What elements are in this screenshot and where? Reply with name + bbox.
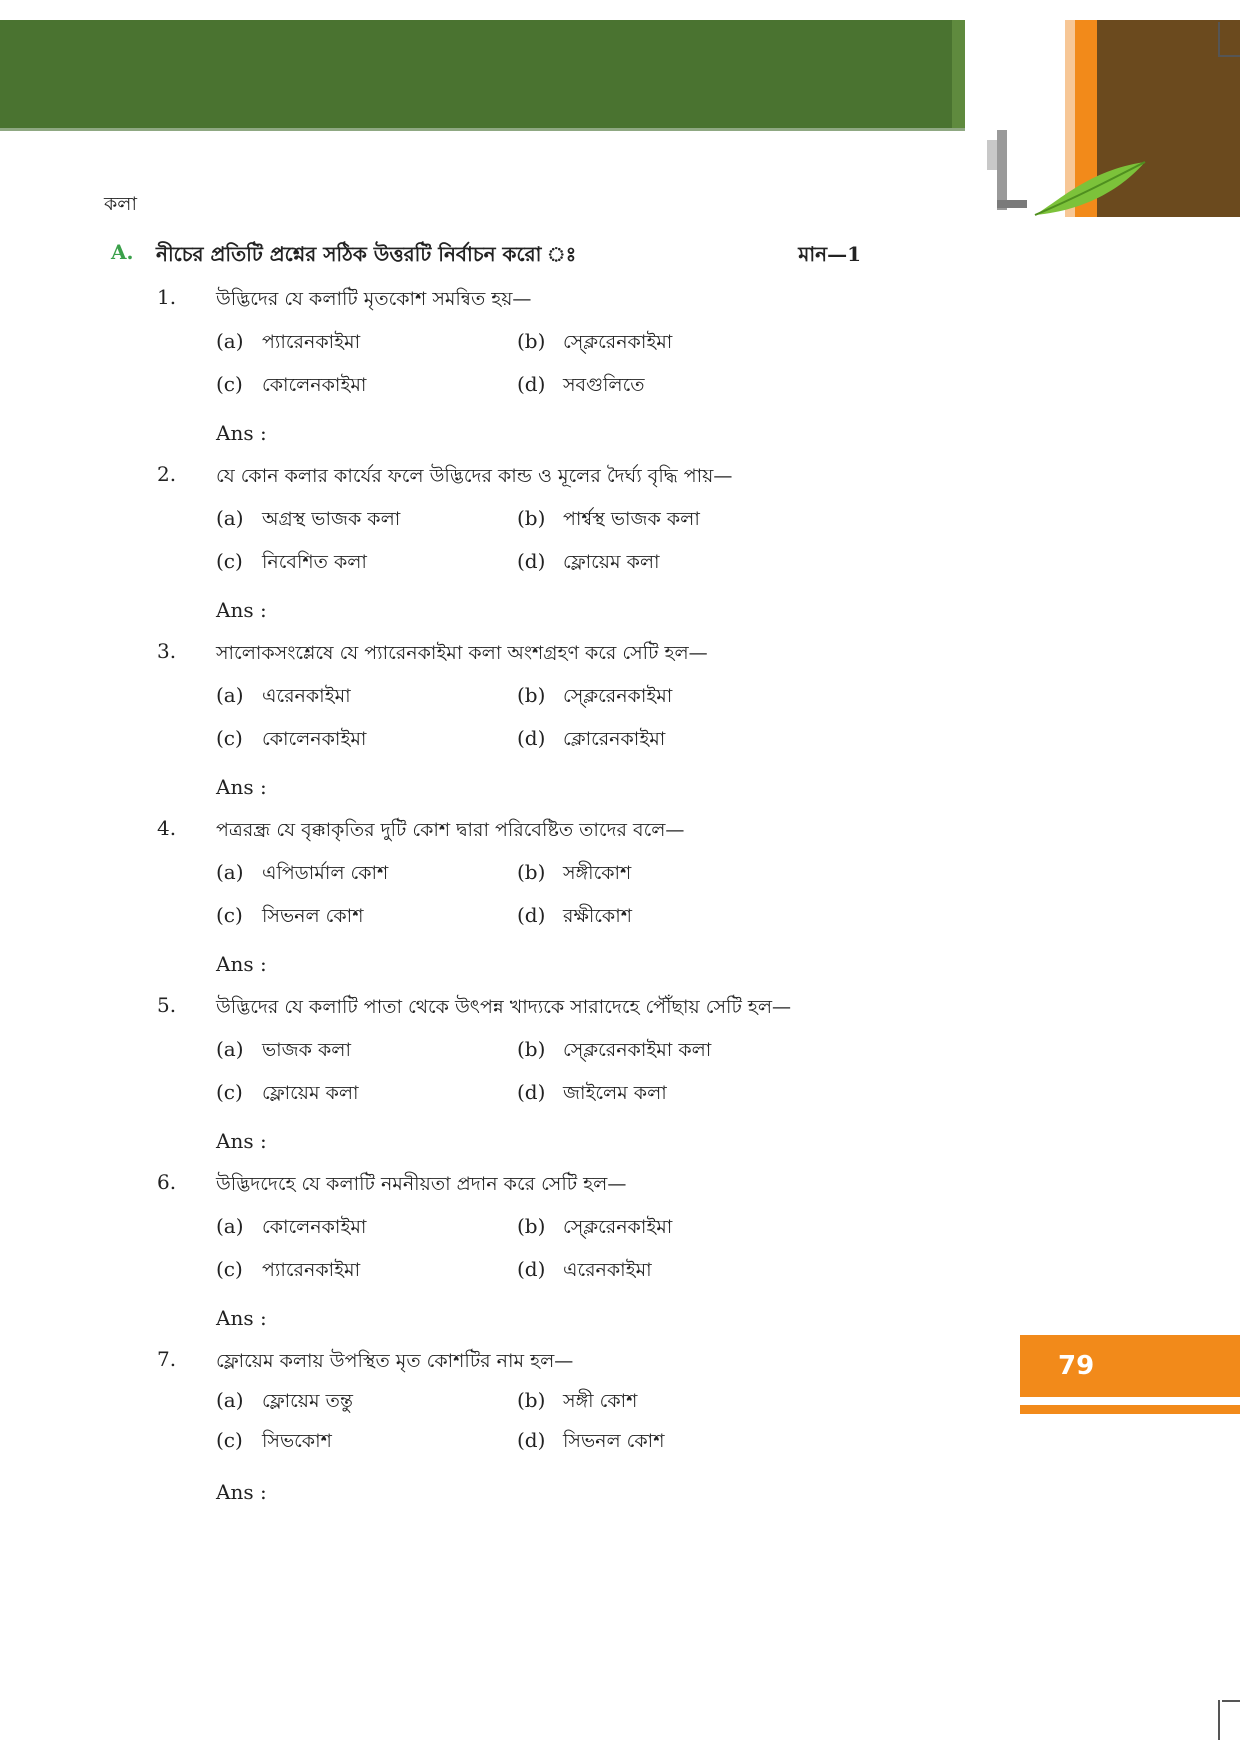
option-label: (b) xyxy=(517,683,546,707)
option-label: (a) xyxy=(216,506,244,530)
header-green-bar xyxy=(0,20,965,130)
question-1 xyxy=(0,285,1240,461)
option-a xyxy=(216,1213,366,1245)
option-text: সঙ্গী কোশ xyxy=(563,1390,638,1412)
question-number: 5. xyxy=(157,993,177,1017)
option-label: (a) xyxy=(216,683,244,707)
option-c xyxy=(216,1079,359,1111)
question-number: 3. xyxy=(157,639,177,663)
option-c xyxy=(216,548,367,580)
option-text: সিভনল কোশ xyxy=(262,905,364,927)
answer-label: Ans : xyxy=(216,421,267,445)
section-title: নীচের প্রতিটি প্রশ্নের সঠিক উত্তরটি নির্বাচন করো ঃ xyxy=(156,242,577,266)
option-d xyxy=(517,902,632,934)
option-d xyxy=(517,725,665,757)
option-label: (b) xyxy=(517,1388,546,1412)
question-2 xyxy=(0,462,1240,638)
question-text: সালোকসংশ্লেষে যে প্যারেনকাইমা কলা অংশগ্রহণ করে সেটি হল— xyxy=(216,642,708,664)
page-number: 79 xyxy=(1058,1351,1095,1381)
option-b xyxy=(517,1387,637,1419)
option-b xyxy=(517,682,672,714)
option-label: (c) xyxy=(216,372,243,396)
option-c xyxy=(216,1427,332,1459)
option-text: জাইলেম কলা xyxy=(563,1082,667,1104)
option-label: (b) xyxy=(517,860,546,884)
option-text: স্ক্লেরেনকাইমা কলা xyxy=(563,1039,712,1061)
option-text: রক্ষীকোশ xyxy=(563,905,632,927)
question-number: 2. xyxy=(157,462,177,486)
page-number-tab xyxy=(1020,1335,1240,1397)
crop-mark-top-h xyxy=(1218,55,1240,57)
option-c xyxy=(216,371,366,403)
option-a xyxy=(216,328,360,360)
option-text: সঙ্গীকোশ xyxy=(563,862,632,884)
section-marks: মান—1 xyxy=(798,242,861,266)
option-label: (c) xyxy=(216,1257,243,1281)
option-text: সিভনল কোশ xyxy=(563,1430,665,1452)
answer-label: Ans : xyxy=(216,1129,267,1153)
option-text: প্যারেনকাইমা xyxy=(262,1259,361,1281)
option-label: (d) xyxy=(517,1428,546,1452)
header-green-bar-edge xyxy=(952,20,965,130)
option-c xyxy=(216,725,366,757)
option-label: (d) xyxy=(517,1257,546,1281)
option-label: (a) xyxy=(216,1388,244,1412)
header-bar-shadow xyxy=(0,128,965,131)
option-text: পার্শ্বস্থ ভাজক কলা xyxy=(563,508,700,530)
option-a xyxy=(216,505,400,537)
question-text: পত্ররন্ধ্র যে বৃক্কাকৃতির দুটি কোশ দ্বারা পরিবেষ্টিত তাদের বলে— xyxy=(216,819,685,841)
option-text: এরেনকাইমা xyxy=(262,685,351,707)
option-text: ভাজক কলা xyxy=(262,1039,351,1061)
option-label: (c) xyxy=(216,549,243,573)
option-d xyxy=(517,1256,652,1288)
option-label: (d) xyxy=(517,903,546,927)
question-text: উদ্ভিদের যে কলাটি মৃতকোশ সমন্বিত হয়— xyxy=(216,288,532,310)
option-label: (c) xyxy=(216,726,243,750)
option-text: স্ক্লেরেনকাইমা xyxy=(563,685,673,707)
answer-label: Ans : xyxy=(216,598,267,622)
option-label: (a) xyxy=(216,860,244,884)
option-label: (d) xyxy=(517,372,546,396)
question-5 xyxy=(0,993,1240,1169)
leaf-icon xyxy=(1030,160,1150,220)
option-text: ফ্লোয়েম কলা xyxy=(262,1082,359,1104)
crop-mark-top xyxy=(1218,22,1220,56)
answer-label: Ans : xyxy=(216,775,267,799)
answer-label: Ans : xyxy=(216,952,267,976)
option-label: (b) xyxy=(517,329,546,353)
question-text: যে কোন কলার কার্যের ফলে উদ্ভিদের কান্ড ও মূলের দৈর্ঘ্য বৃদ্ধি পায়— xyxy=(216,465,733,487)
option-label: (b) xyxy=(517,506,546,530)
option-text: অগ্রস্থ ভাজক কলা xyxy=(262,508,401,530)
corner-decoration-rod xyxy=(975,130,1035,220)
option-text: ফ্লোয়েম কলা xyxy=(563,551,660,573)
option-d xyxy=(517,1079,667,1111)
option-text: নিবেশিত কলা xyxy=(262,551,367,573)
option-a xyxy=(216,682,351,714)
option-label: (a) xyxy=(216,1037,244,1061)
option-label: (d) xyxy=(517,549,546,573)
option-label: (c) xyxy=(216,1428,243,1452)
option-c xyxy=(216,1256,360,1288)
question-number: 1. xyxy=(157,285,177,309)
question-number: 4. xyxy=(157,816,177,840)
question-number: 7. xyxy=(157,1347,177,1371)
option-text: এরেনকাইমা xyxy=(563,1259,652,1281)
page-number-underline xyxy=(1020,1405,1240,1414)
option-a xyxy=(216,1036,351,1068)
option-d xyxy=(517,371,644,403)
option-text: সবগুলিতে xyxy=(563,374,645,396)
option-label: (c) xyxy=(216,903,243,927)
option-a xyxy=(216,1387,353,1419)
question-text: ফ্লোয়েম কলায় উপস্থিত মৃত কোশটির নাম হল— xyxy=(216,1350,574,1372)
option-label: (d) xyxy=(517,726,546,750)
option-text: স্ক্লেরেনকাইমা xyxy=(563,1216,673,1238)
question-text: উদ্ভিদদেহে যে কলাটি নমনীয়তা প্রদান করে সেটি হল— xyxy=(216,1173,627,1195)
option-text: কোলেনকাইমা xyxy=(262,728,367,750)
option-label: (b) xyxy=(517,1214,546,1238)
option-label: (a) xyxy=(216,329,244,353)
option-label: (b) xyxy=(517,1037,546,1061)
option-b xyxy=(517,1036,711,1068)
option-text: স্ক্লেরেনকাইমা xyxy=(563,331,673,353)
question-4 xyxy=(0,816,1240,992)
option-text: সিভকোশ xyxy=(262,1430,332,1452)
answer-label: Ans : xyxy=(216,1306,267,1330)
option-b xyxy=(517,1213,672,1245)
option-b xyxy=(517,328,672,360)
option-b xyxy=(517,859,631,891)
option-text: কোলেনকাইমা xyxy=(262,374,367,396)
option-text: ক্লোরেনকাইমা xyxy=(563,728,666,750)
option-d xyxy=(517,548,660,580)
answer-label: Ans : xyxy=(216,1480,267,1504)
crop-mark-bottom xyxy=(1218,1700,1220,1740)
option-b xyxy=(517,505,700,537)
chapter-title: কলা xyxy=(104,193,137,215)
option-text: ফ্লোয়েম তন্তু xyxy=(262,1390,353,1412)
option-c xyxy=(216,902,363,934)
question-3 xyxy=(0,639,1240,815)
question-number: 6. xyxy=(157,1170,177,1194)
crop-mark-bottom-h xyxy=(1222,1700,1240,1702)
question-6 xyxy=(0,1170,1240,1346)
option-text: এপিডার্মাল কোশ xyxy=(262,862,389,884)
option-label: (d) xyxy=(517,1080,546,1104)
section-letter: A. xyxy=(111,240,134,264)
option-a xyxy=(216,859,388,891)
question-text: উদ্ভিদের যে কলাটি পাতা থেকে উৎপন্ন খাদ্যকে সারাদেহে পৌঁছায় সেটি হল— xyxy=(216,996,791,1018)
option-label: (a) xyxy=(216,1214,244,1238)
option-text: প্যারেনকাইমা xyxy=(262,331,361,353)
option-d xyxy=(517,1427,664,1459)
option-label: (c) xyxy=(216,1080,243,1104)
option-text: কোলেনকাইমা xyxy=(262,1216,367,1238)
